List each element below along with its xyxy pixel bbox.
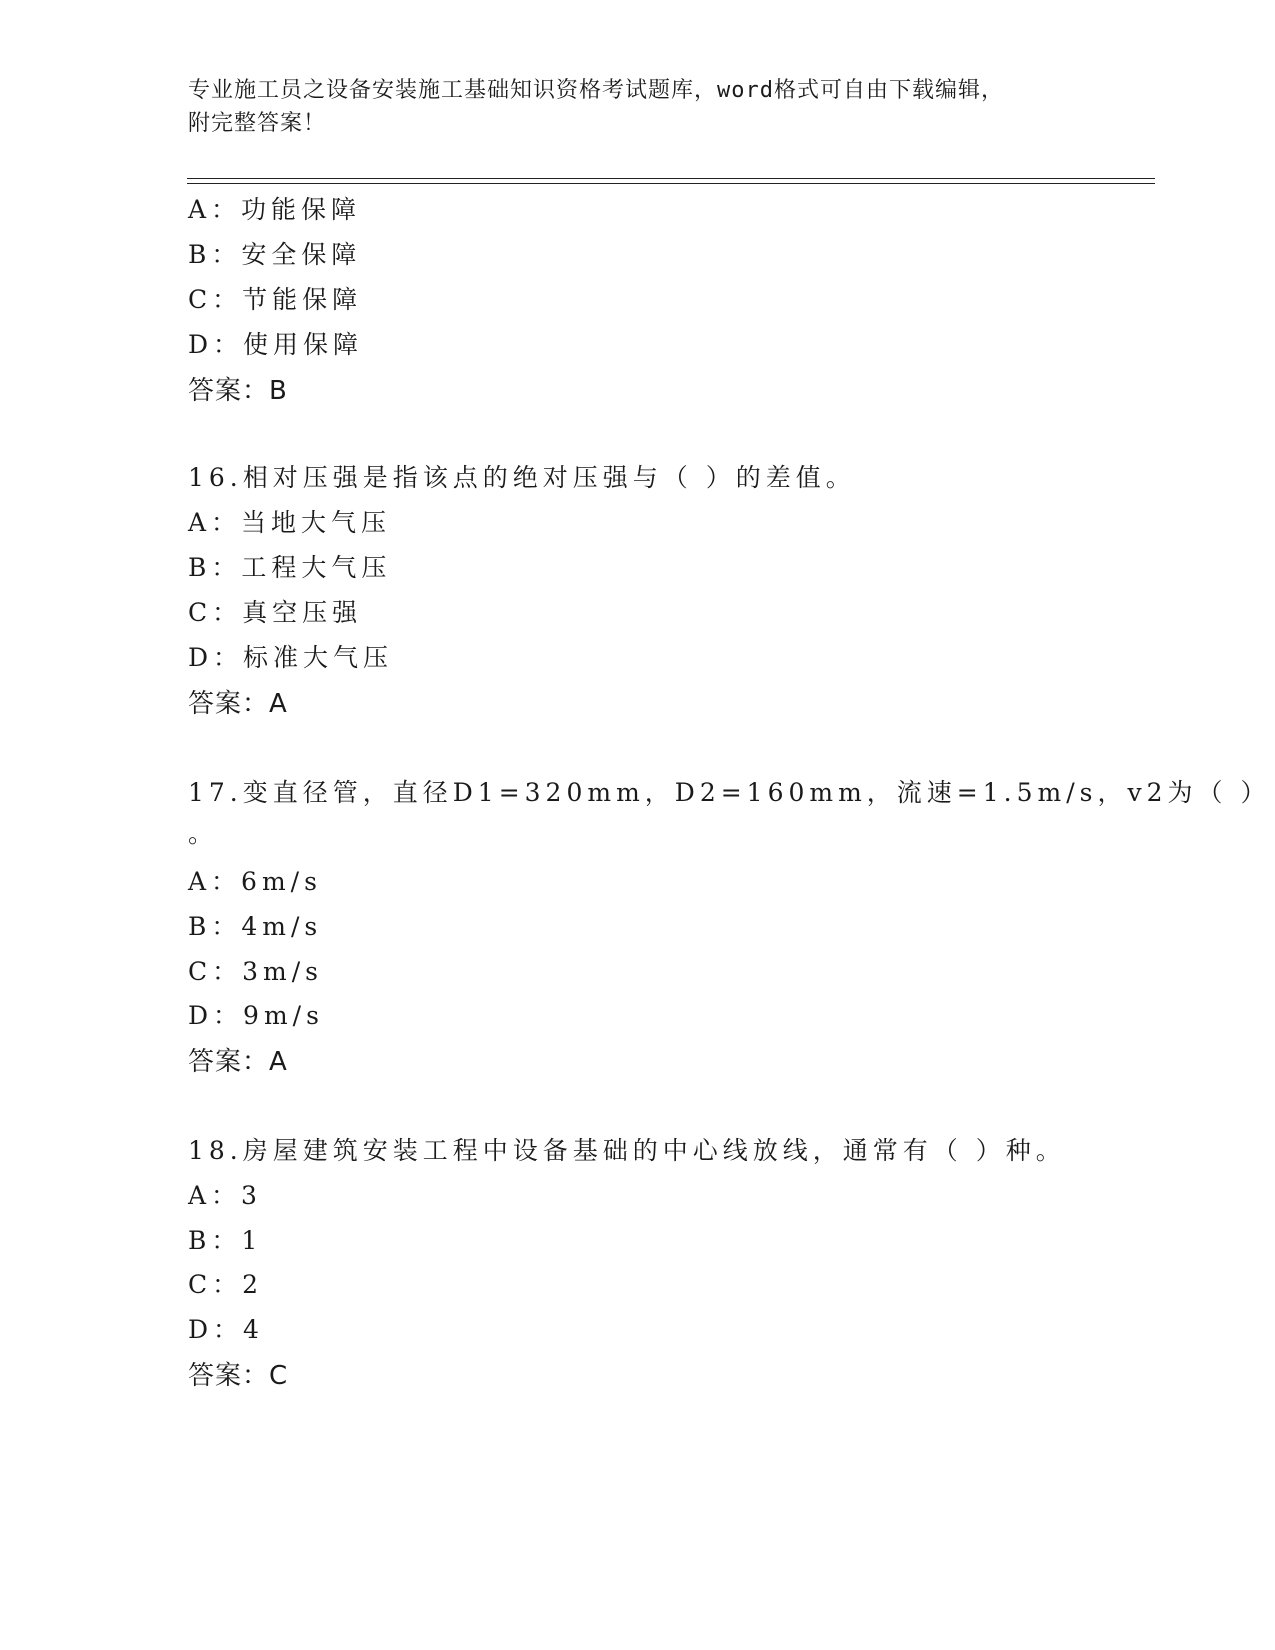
header-line-2: 附完整答案！: [188, 111, 327, 136]
q17-answer: 答案：A: [188, 1047, 288, 1077]
q15-option-c: C：节能保障: [188, 285, 363, 314]
q16-option-a: A：当地大气压: [188, 508, 392, 537]
q15-answer: 答案：B: [188, 376, 288, 406]
q15-option-d: D：使用保障: [188, 330, 364, 359]
q18-option-d: D：4: [188, 1315, 264, 1344]
q17-question: 17.变直径管，直径D1=320mm，D2=160mm，流速=1.5m/s，v2为（ ）: [188, 778, 1271, 807]
q16-answer: 答案：A: [188, 689, 288, 719]
q16-option-c: C：真空压强: [188, 598, 363, 627]
q15-option-a: A：功能保障: [188, 195, 362, 224]
q18-option-b: B：1: [188, 1226, 263, 1255]
q18-option-a: A：3: [188, 1181, 262, 1210]
q17-option-d: D：9m/s: [188, 1001, 324, 1030]
q18-answer: 答案：C: [188, 1361, 289, 1391]
q16-question: 16.相对压强是指该点的绝对压强与（ ）的差值。: [188, 463, 856, 492]
q18-question: 18.房屋建筑安装工程中设备基础的中心线放线，通常有（ ）种。: [188, 1136, 1066, 1165]
header-divider-bottom: [187, 183, 1155, 184]
q18-option-c: C：2: [188, 1270, 264, 1299]
q16-option-d: D：标准大气压: [188, 643, 394, 672]
header-line-1: 专业施工员之设备安装施工基础知识资格考试题库，word格式可自由下载编辑，: [188, 78, 1004, 103]
q17-option-c: C：3m/s: [188, 957, 323, 986]
header-divider-top: [187, 178, 1155, 179]
q15-option-b: B：安全保障: [188, 240, 362, 269]
q17-option-a: A：6m/s: [188, 867, 322, 896]
q17-question-continuation: 。: [188, 819, 219, 848]
q17-option-b: B：4m/s: [188, 912, 323, 941]
q16-option-b: B：工程大气压: [188, 553, 392, 582]
document-header: [188, 74, 1088, 140]
